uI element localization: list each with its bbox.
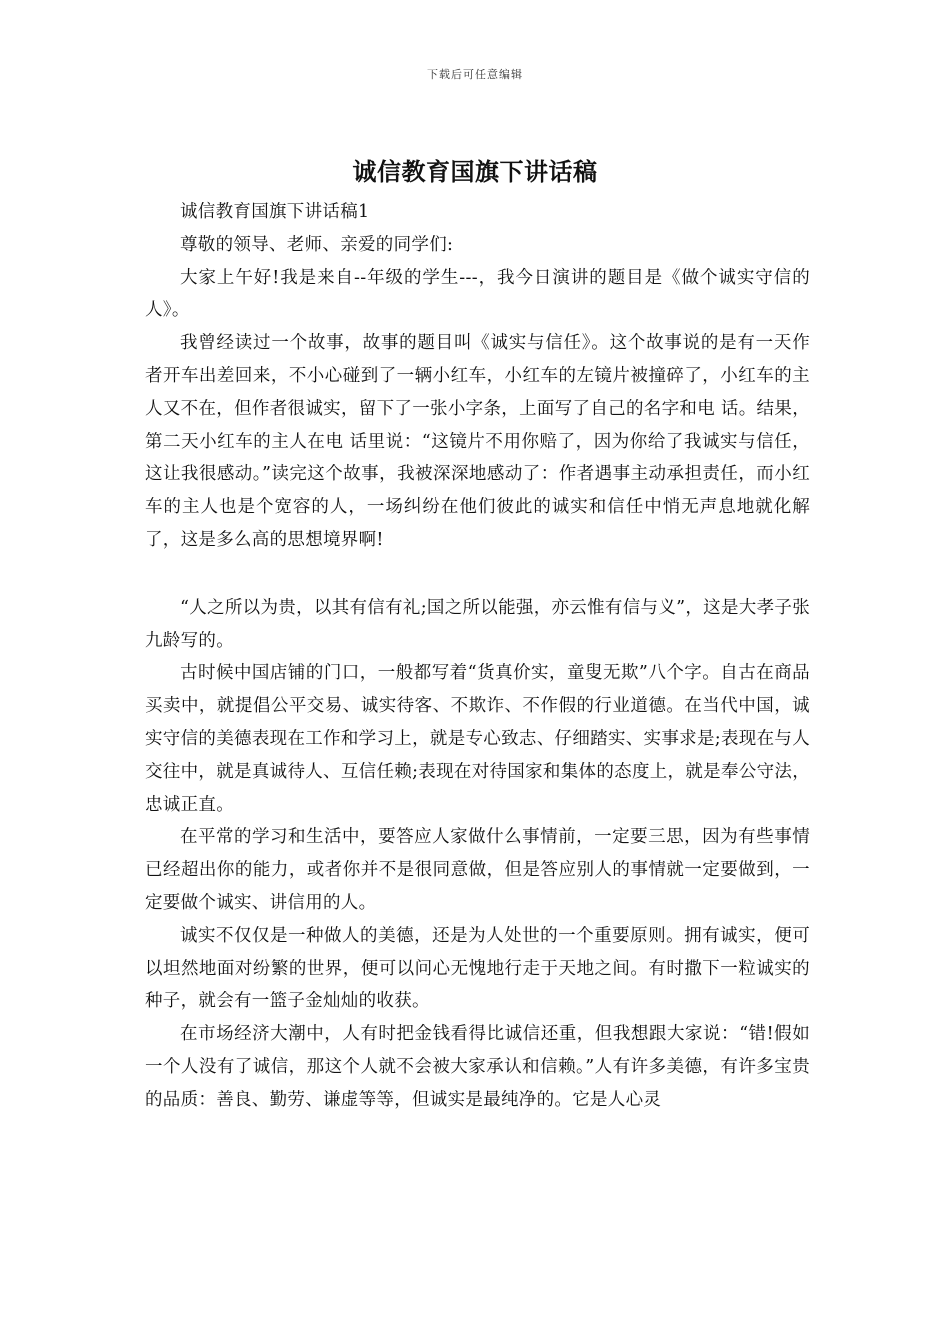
header-note: 下载后可任意编辑 <box>427 68 523 81</box>
paragraph-greeting: 尊敬的领导、老师、亲爱的同学们: <box>180 234 454 255</box>
paragraph-daily-life: 在平常的学习和生活中，要答应人家做什么事情前，一定要三思，因为有些事情已经超出你的能力，或者你并不是很同意做，但是答应别人的事情就一定要做到，一定要做个诚实、讲信用的人。 <box>145 827 810 913</box>
paragraph-story: 我曾经读过一个故事，故事的题目叫《诚实与信任》。这个故事说的是有一天作者开车出差回来，不小心碰到了一辆小红车，小红车的左镜片被撞碎了，小红车的主人又不在，但作者很诚实，留下了一张小字条，上面写了自己的名字和电 话。结果，第二天小红车的主人在电 话里说：“这镜片不用你赔了，因为你给了我诚实与信任，这让我很感动。”读完这个故事，我被深深地感动了：作者遇事主动承担责任，而小红车的主人也是个宽容的人，一场纠纷在他们彼此的诚实和信任中悄无声息地就化解了，这是多么高的思想境界啊! <box>145 333 810 550</box>
paragraph-gap <box>145 557 810 592</box>
paragraph-intro: 大家上午好!我是来自--年级的学生---，我今日演讲的题目是《做个诚实守信的人》。 <box>145 267 810 321</box>
document-title: 诚信教育国旗下讲话稿 <box>352 157 598 186</box>
document-body <box>145 196 810 1117</box>
paragraph-ancient-shops: 古时候中国店铺的门口，一般都写着“货真价实，童叟无欺”八个字。自古在商品买卖中，就提倡公平交易、诚实待客、不欺诈、不作假的行业道德。在当代中国，诚实守信的美德表现在工作和学习上，就是专心致志、仔细踏实、实事求是;表现在与人交往中，就是真诚待人、互信任赖;表现在对待国家和集体的态度上，就是奉公守法，忠诚正直。 <box>145 663 810 815</box>
paragraph-subtitle: 诚信教育国旗下讲话稿1 <box>180 202 370 222</box>
paragraph-market-economy: 在市场经济大潮中，人有时把金钱看得比诚信还重，但我想跟大家说：“错!假如一个人没有了诚信，那这个人就不会被大家承认和信赖。”人有许多美德，有许多宝贵的品质：善良、勤劳、谦虚等等，但诚实是最纯净的。它是人心灵 <box>145 1024 810 1110</box>
paragraph-quote: “人之所以为贵，以其有信有礼;国之所以能强，亦云惟有信与义”，这是大孝子张九龄写的。 <box>145 597 810 651</box>
paragraph-principle: 诚实不仅仅是一种做人的美德，还是为人处世的一个重要原则。拥有诚实，便可以坦然地面对纷繁的世界，便可以问心无愧地行走于天地之间。有时撒下一粒诚实的种子，就会有一篮子金灿灿的收获。 <box>145 925 810 1012</box>
